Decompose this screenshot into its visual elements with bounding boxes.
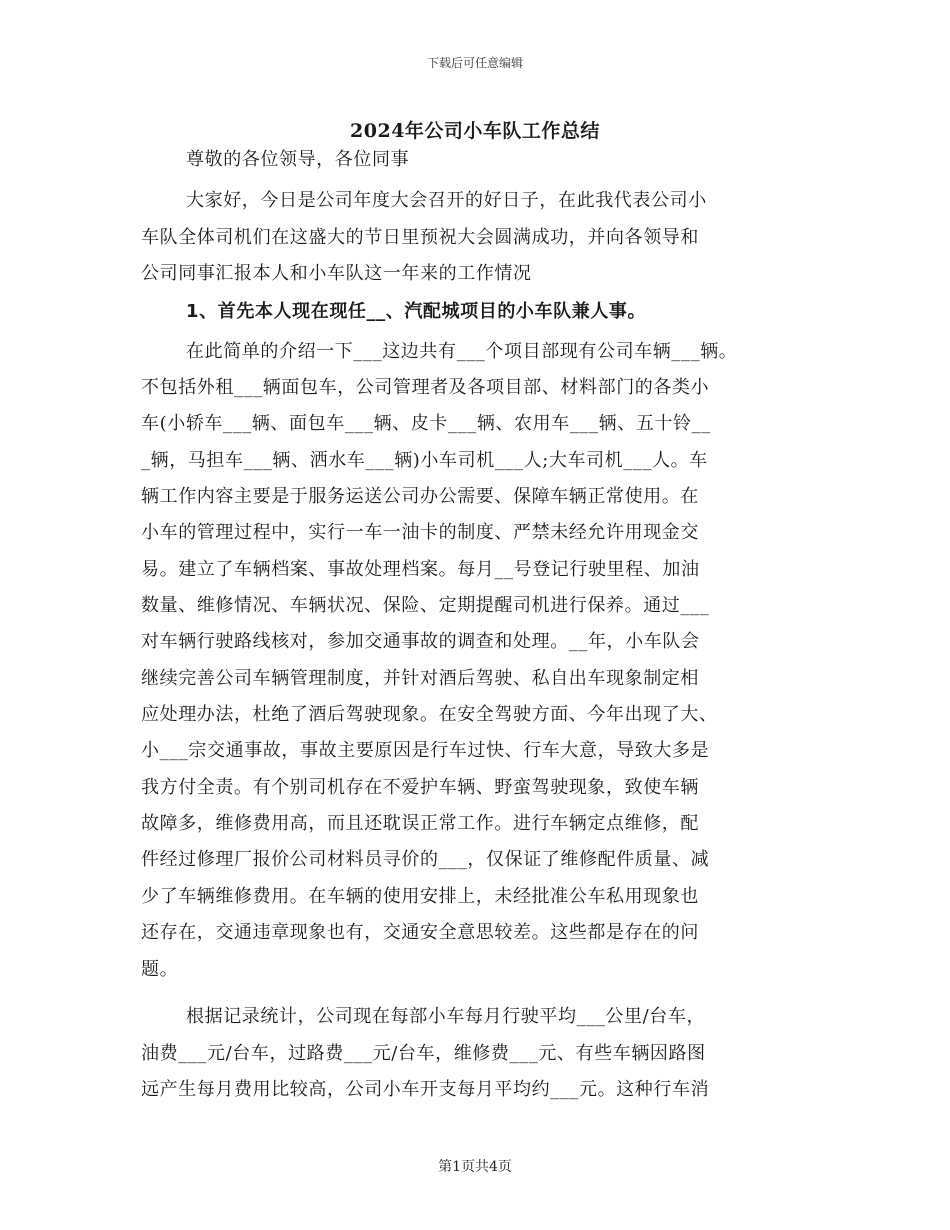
paragraph-line: 车(小轿车___辆、面包车___辆、皮卡___辆、农用车___辆、五十铃__ (141, 413, 711, 434)
paragraph-line: 大家好，今日是公司年度大会召开的好日子，在此我代表公司小 (186, 190, 707, 211)
paragraph-line: 少了车辆维修费用。在车辆的使用安排上，未经批准公车私用现象也 (141, 886, 699, 907)
paragraph-line: 我方付全责。有个别司机存在不爱护车辆、野蛮驾驶现象，致使车辆 (141, 777, 699, 798)
paragraph-line: _辆，马担车___辆、洒水车___辆)小车司机___人;大车司机___人。车 (141, 450, 708, 471)
paragraph-line: 在此简单的介绍一下___这边共有___个项目部现有公司车辆___辆。 (186, 341, 738, 362)
paragraph-line: 小车的管理过程中，实行一车一油卡的制度、严禁未经允许用现金交 (141, 522, 699, 543)
paragraph-line: 故障多，维修费用高，而且还耽误正常工作。进行车辆定点维修，配 (141, 813, 699, 834)
paragraph-line: 题。 (141, 959, 179, 980)
page-number: 第1页共4页 (438, 1159, 512, 1175)
section-heading: 1、首先本人现在现任__、汽配城项目的小车队兼人事。 (186, 301, 647, 322)
paragraph-line: 车队全体司机们在这盛大的节日里预祝大会圆满成功，并向各领导和 (141, 227, 699, 248)
page-header-note: 下载后可任意编辑 (426, 56, 523, 70)
document-title: 2024年公司小车队工作总结 (350, 120, 600, 142)
paragraph-line: 公司同事汇报本人和小车队这一年来的工作情况 (141, 263, 532, 284)
paragraph-line: 还存在，交通违章现象也有，交通安全意思较差。这些都是存在的问 (141, 922, 699, 943)
paragraph-line: 对车辆行驶路线核对，参加交通事故的调查和处理。__年，小车队会 (141, 631, 700, 652)
greeting-line: 尊敬的各位领导，各位同事 (186, 149, 410, 170)
paragraph-line: 小___宗交通事故，事故主要原因是行车过快、行车大意，导致大多是 (141, 740, 710, 761)
paragraph-line: 数量、维修情况、车辆状况、保险、定期提醒司机进行保养。通过___ (141, 595, 710, 616)
paragraph-line: 易。建立了车辆档案、事故处理档案。每月__号登记行驶里程、加油 (141, 559, 700, 580)
paragraph-line: 继续完善公司车辆管理制度，并针对酒后驾驶、私自出车现象制定相 (141, 668, 699, 689)
paragraph-line: 油费___元/台车，过路费___元/台车，维修费___元、有些车辆因路图 (141, 1043, 706, 1064)
paragraph-line: 不包括外租___辆面包车，公司管理者及各项目部、材料部门的各类小 (141, 377, 710, 398)
paragraph-line: 辆工作内容主要是于服务运送公司办公需要、保障车辆正常使用。在 (141, 486, 699, 507)
paragraph-line: 根据记录统计，公司现在每部小车每月行驶平均___公里/台车， (186, 1006, 706, 1027)
paragraph-line: 远产生每月费用比较高，公司小车开支每月平均约___元。这种行车消 (141, 1079, 710, 1100)
paragraph-line: 应处理办法，杜绝了酒后驾驶现象。在安全驾驶方面、今年出现了大、 (141, 704, 718, 725)
paragraph-line: 件经过修理厂报价公司材料员寻价的___，仅保证了维修配件质量、减 (141, 849, 710, 870)
